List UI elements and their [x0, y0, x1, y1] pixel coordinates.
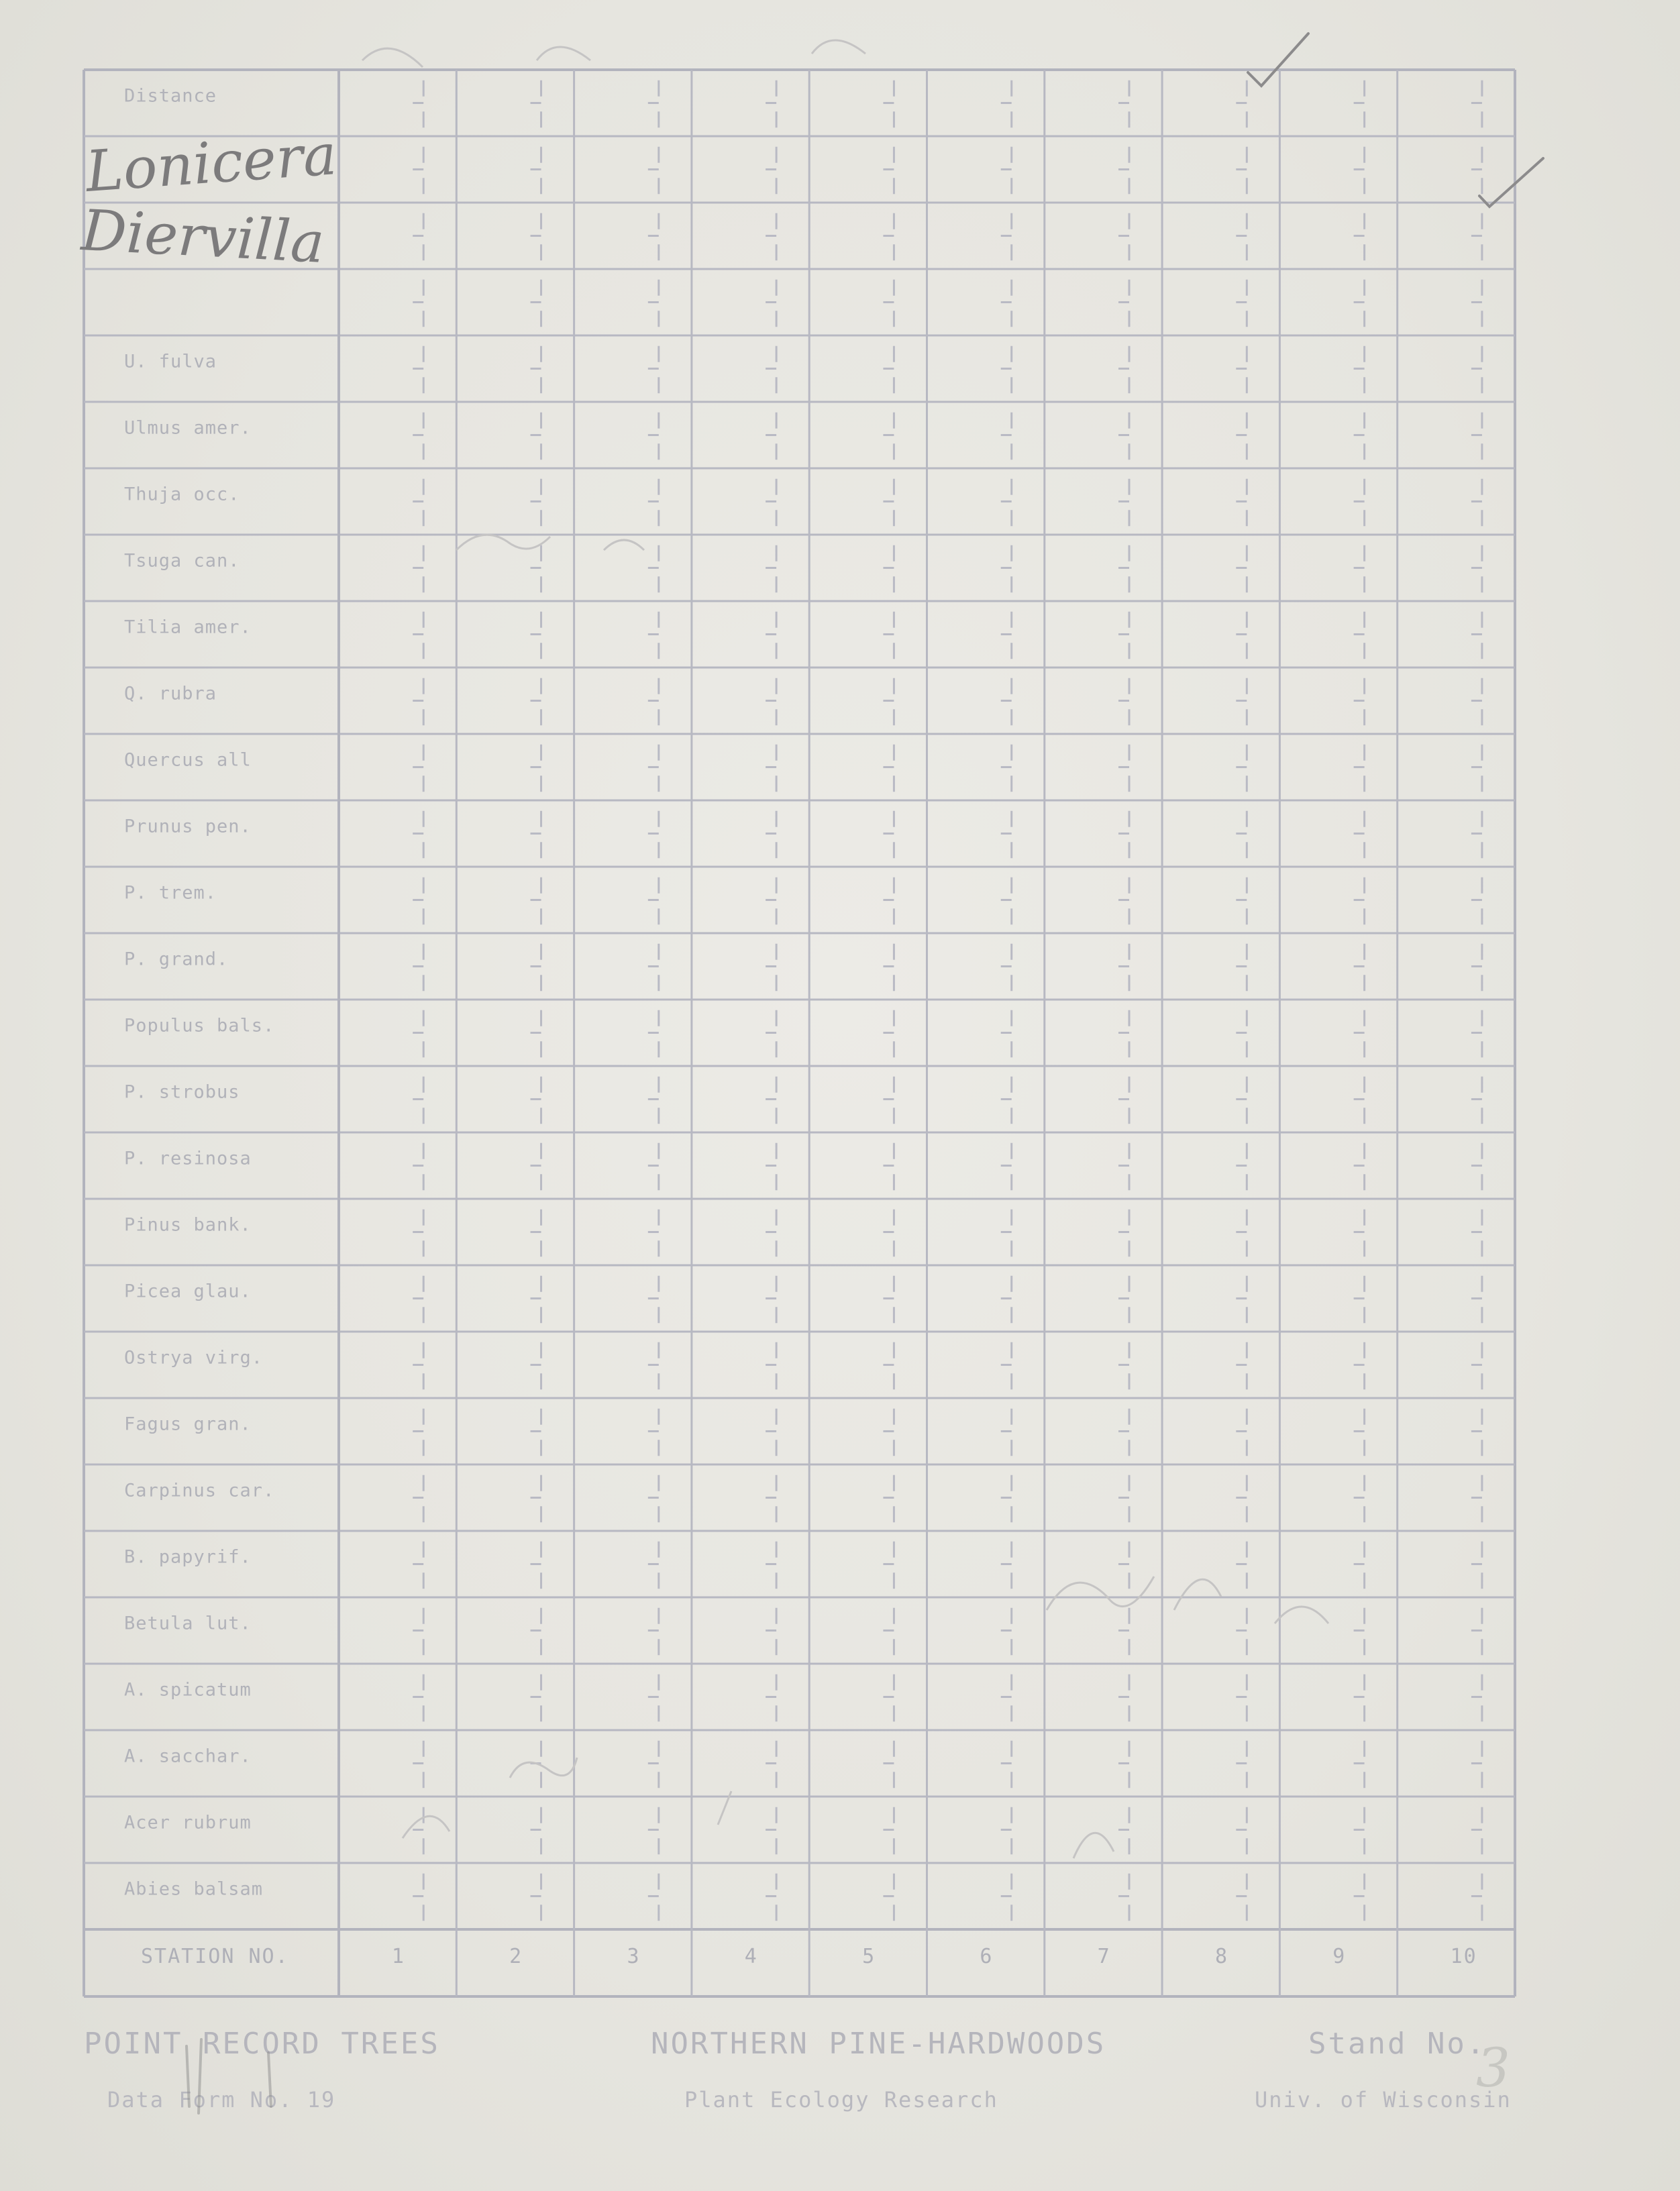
handwritten-stand-number: 3: [1476, 2037, 1510, 2099]
station-number: 8: [1214, 1945, 1229, 1968]
station-number: 9: [1332, 1945, 1347, 1968]
species-label: Betula lut.: [124, 1613, 252, 1634]
species-label: Pinus bank.: [124, 1214, 252, 1236]
station-number: 6: [980, 1945, 994, 1968]
station-number: 10: [1450, 1945, 1477, 1968]
species-label: Fagus gran.: [124, 1413, 252, 1435]
species-label: A. spicatum: [124, 1679, 252, 1701]
species-label: A. sacchar.: [124, 1746, 252, 1767]
species-label: Ostrya virg.: [124, 1347, 264, 1369]
station-number: 4: [744, 1945, 758, 1968]
species-label: Carpinus car.: [124, 1480, 275, 1501]
program-name: NORTHERN PINE-HARDWOODS: [651, 2027, 1106, 2061]
species-label: Q. rubra: [124, 683, 217, 704]
form-title: POINT RECORD TREES: [84, 2027, 440, 2061]
species-label: Distance: [124, 85, 217, 107]
station-number: 7: [1097, 1945, 1111, 1968]
university-name: Univ. of Wisconsin: [1255, 2087, 1512, 2113]
species-label: Abies balsam: [124, 1878, 264, 1900]
species-label: Thuja occ.: [124, 484, 240, 505]
species-label: Quercus all: [124, 749, 252, 771]
species-label: P. trem.: [124, 882, 217, 904]
station-header: STATION NO.: [141, 1945, 289, 1968]
species-label: Prunus pen.: [124, 816, 252, 837]
check-mark-icon: [1479, 158, 1543, 207]
handwritten-species-diervilla: Diervilla: [79, 197, 326, 276]
data-form-number: Data Form No. 19: [107, 2087, 336, 2113]
species-label: P. strobus: [124, 1081, 240, 1103]
species-label: Tsuga can.: [124, 550, 240, 572]
species-label: U. fulva: [124, 351, 217, 372]
station-number: 1: [391, 1945, 405, 1968]
species-label: Tilia amer.: [124, 617, 252, 638]
species-label: Populus bals.: [124, 1015, 275, 1036]
station-number: 5: [862, 1945, 876, 1968]
pencil-scribble-icon: [187, 2039, 271, 2113]
species-label: Ulmus amer.: [124, 417, 252, 439]
check-mark-icon: [1248, 34, 1308, 86]
handwritten-species-lonicera: Lonicera: [83, 121, 339, 205]
species-label: Picea glau.: [124, 1281, 252, 1302]
stand-number-label: Stand No.: [1308, 2027, 1487, 2061]
species-label: P. grand.: [124, 949, 229, 970]
species-label: B. papyrif.: [124, 1546, 252, 1568]
department-name: Plant Ecology Research: [684, 2087, 998, 2113]
station-number: 3: [627, 1945, 641, 1968]
station-number: 2: [509, 1945, 523, 1968]
species-label: Acer rubrum: [124, 1812, 252, 1833]
species-label: P. resinosa: [124, 1148, 252, 1169]
